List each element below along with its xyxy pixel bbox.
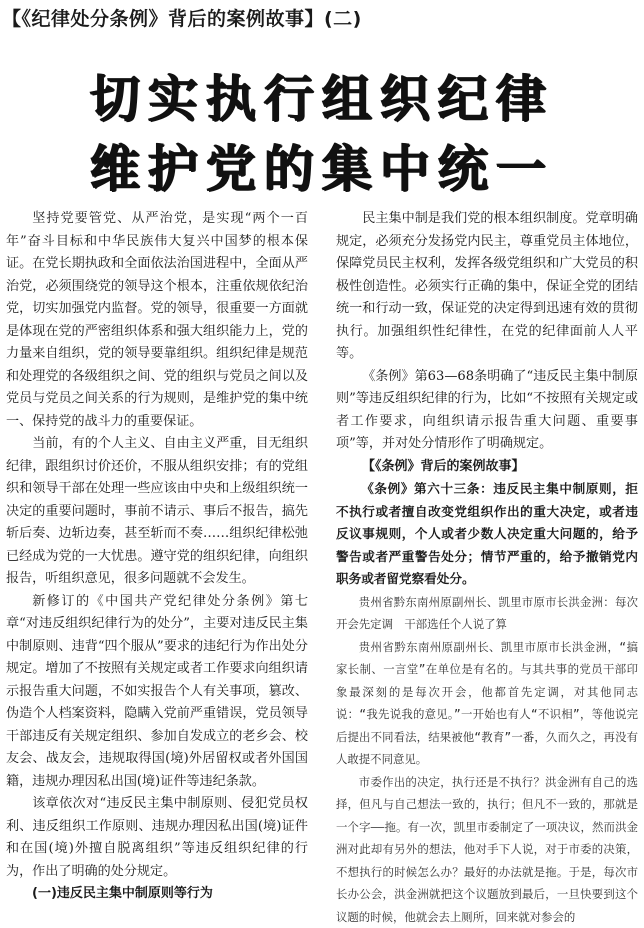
- section-subheading: (一)违反民主集中制原则等行为: [6, 883, 308, 906]
- case-paragraph: 市委作出的决定，执行还是不执行？洪金洲有自己的选择，但凡与自己想法一致的，执行；但凡不一致的，那就是一个字——拖。有一次，凯里市委制定了一项决议，然而洪金洲对此却有另外的想法，他对手下人说，对于市委的决策，不想执行的时候怎么办？最好的办法就是拖。于是，每次市长办公会，洪金洲就把这个议题放到最后，一旦快要到这个议题的时候，他就会去上厕所，回来就对参会的: [336, 771, 638, 928]
- body-paragraph: 新修订的《中国共产党纪律处分条例》第七章“对违反组织纪律行为的处分”，主要对违反民主集中制原则、违背“四个服从”要求的违纪行为作出处分规定。增加了不按照有关规定或者工作要求向组织请示报告重大问题，不如实报告个人有关事项，篡改、伪造个人档案资料，隐瞒入党前严重错误，党员领导干部违反有关规定组织、参加自发成立的老乡会、校友会、战友会，违规取得国(境)外居留权或者外国国籍，违规办理因私出国(境)证件等违纪条款。: [6, 591, 308, 794]
- case-paragraph: 贵州省黔东南州原副州长、凯里市原市长洪金洲，“搞家长制、一言堂”在单位是有名的。与其共事的党员干部印象最深刻的是每次开会，他都首先定调，对其他同志说：“我先说我的意见。”一开始也有人“不识相”，等他说完后提出不同看法，结果被他“教育”一番，久而久之，再没有人敢提不同意见。: [336, 636, 638, 771]
- regulation-article: 《条例》第六十三条：违反民主集中制原则，拒不执行或者擅自改变党组织作出的重大决定，或者违反议事规则，个人或者少数人决定重大问题的，给予警告或者严重警告处分；情节严重的，给予撤销党内职务或者留党察看处分。: [336, 478, 638, 591]
- body-paragraph: 民主集中制是我们党的根本组织制度。党章明确规定，必须充分发扬党内民主，尊重党员主体地位，保障党员民主权利，发挥各级党组织和广大党员的积极性创造性。必须实行正确的集中，保证全党的团结统一和行动一致，保证党的决定得到迅速有效的贯彻执行。加强组织性纪律性，在党的纪律面前人人平等。: [336, 208, 638, 366]
- case-title: 贵州省黔东南州原副州长、凯里市原市长洪金洲：每次开会先定调 干部选任个人说了算: [336, 591, 638, 636]
- article-title: [0, 64, 644, 204]
- series-header: 【《纪律处分条例》背后的案例故事】(二): [2, 4, 640, 31]
- body-paragraph: 坚持党要管党、从严治党，是实现“两个一百年”奋斗目标和中华民族伟大复兴中国梦的根本保证。在党长期执政和全面依法治国进程中，全面从严治党，必须围绕党的领导这个根本，注重依规依纪治党，切实加强党内监督。党的领导，很重要一方面就是体现在党的严密组织体系和强大组织能力上，党的力量来自组织，党的领导要靠组织。组织纪律是规范和处理党的各级组织之间、党的组织与党员之间以及党员与党员之间关系的行为规则，是维护党的集中统一、保持党的战斗力的重要保证。: [6, 208, 308, 433]
- right-column: [336, 208, 638, 928]
- title-line-1: 切实执行组织纪律: [0, 64, 644, 134]
- body-paragraph: 当前，有的个人主义、自由主义严重，目无组织纪律，跟组织讨价还价，不服从组织安排；有的党组织和领导干部在处理一些应该由中央和上级组织统一决定的重要问题时，事前不请示、事后不报告，搞先斩后奏、边斩边奏，甚至斩而不奏……组织纪律松弛已经成为党的一大忧患。遵守党的组织纪律，向组织报告，听组织意见，很多问题就不会发生。: [6, 433, 308, 591]
- left-column: [6, 208, 308, 906]
- case-section-heading: 【《条例》背后的案例故事】: [336, 456, 638, 479]
- body-paragraph: 该章依次对“违反民主集中制原则、侵犯党员权利、违反组织工作原则、违规办理因私出国(境)证件和在国(境)外擅自脱离组织”等违反组织纪律的行为，作出了明确的处分规定。: [6, 793, 308, 883]
- body-paragraph: 《条例》第63—68条明确了“违反民主集中制原则”等违反组织纪律的行为，比如“不按照有关规定或者工作要求，向组织请示报告重大问题、重要事项”等，并对处分情形作了明确规定。: [336, 366, 638, 456]
- title-line-2: 维护党的集中统一: [0, 134, 644, 204]
